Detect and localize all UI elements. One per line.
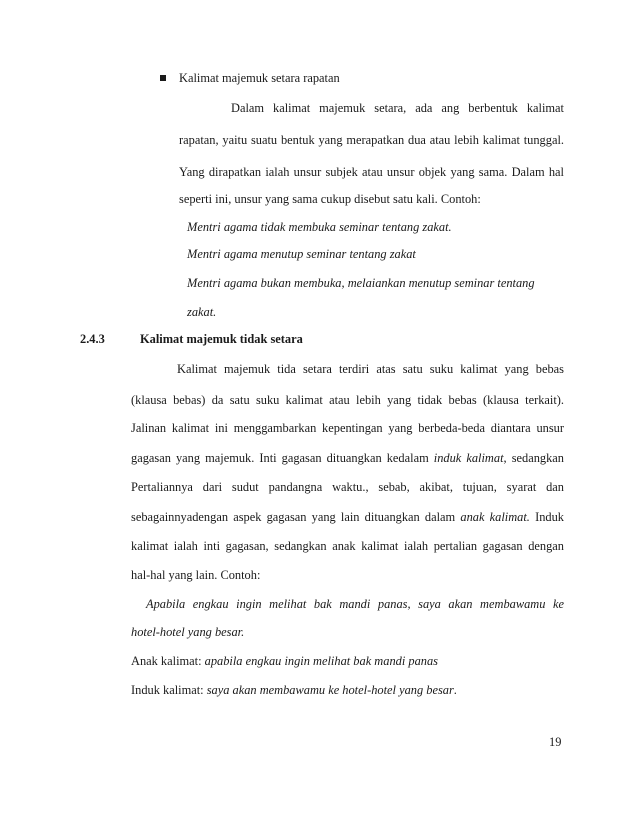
paragraph-line: hal-hal yang lain. Contoh: bbox=[131, 568, 261, 582]
anak-kalimat-line bbox=[131, 654, 438, 669]
paragraph-line: Pertaliannya dari sudut pandangna waktu., sebab, akibat, tujuan, syarat dan bbox=[131, 480, 564, 494]
bullet-paragraph-line: Dalam kalimat majemuk setara, ada ang berbentuk kalimat bbox=[231, 101, 564, 115]
text-run: sebagainnyadengan aspek gagasan yang lain dituangkan dalam bbox=[131, 510, 461, 524]
example-sentence: Apabila engkau ingin melihat bak mandi panas, saya akan membawamu ke bbox=[146, 597, 564, 611]
italic-term: induk kalimat bbox=[433, 451, 504, 465]
example-sentence: Mentri agama tidak membuka seminar tentang zakat. bbox=[187, 220, 452, 234]
bullet-paragraph-line: rapatan, yaitu suatu bentuk yang merapatkan dua atau lebih kalimat tunggal. bbox=[179, 133, 564, 147]
paragraph-line: Kalimat majemuk tida setara terdiri atas satu suku kalimat yang bebas bbox=[177, 362, 564, 376]
example-sentence: hotel-hotel yang besar. bbox=[131, 625, 245, 639]
text-run: gagasan yang majemuk. Inti gagasan dituangkan kedalam bbox=[131, 451, 434, 465]
line-end: . bbox=[453, 683, 457, 697]
line-value: saya akan membawamu ke hotel-hotel yang besar bbox=[206, 683, 454, 697]
line-label: Induk kalimat: bbox=[131, 683, 207, 697]
section-number: 2.4.3 bbox=[80, 332, 105, 346]
example-sentence: Mentri agama menutup seminar tentang zakat bbox=[187, 247, 416, 261]
bullet-paragraph-line: seperti ini, unsur yang sama cukup disebut satu kali. Contoh: bbox=[179, 192, 481, 206]
paragraph-line: (klausa bebas) da satu suku kalimat atau lebih yang tidak bebas (klausa terkait). bbox=[131, 393, 564, 407]
bullet-heading: Kalimat majemuk setara rapatan bbox=[179, 71, 340, 85]
line-value: apabila engkau ingin melihat bak mandi panas bbox=[204, 654, 438, 668]
text-run: , sedangkan bbox=[503, 451, 564, 465]
bullet-paragraph-line: Yang dirapatkan ialah unsur subjek atau unsur objek yang sama. Dalam hal bbox=[179, 165, 564, 179]
example-sentence: Mentri agama bukan membuka, melaiankan menutup seminar tentang bbox=[187, 276, 535, 290]
induk-kalimat-line bbox=[131, 683, 457, 698]
paragraph-line: kalimat ialah inti gagasan, sedangkan anak kalimat ialah pertalian gagasan dengan bbox=[131, 539, 564, 553]
section-title: Kalimat majemuk tidak setara bbox=[140, 332, 303, 346]
paragraph-line bbox=[131, 451, 564, 466]
bullet-square-icon bbox=[160, 75, 166, 81]
line-label: Anak kalimat: bbox=[131, 654, 205, 668]
example-sentence: zakat. bbox=[187, 305, 217, 319]
paragraph-line bbox=[131, 510, 564, 525]
italic-term: anak kalimat. bbox=[460, 510, 530, 524]
text-run: Induk bbox=[529, 510, 564, 524]
page-number: 19 bbox=[549, 735, 562, 749]
paragraph-line: Jalinan kalimat ini menggambarkan kepentingan yang berbeda-beda diantara unsur bbox=[131, 421, 564, 435]
